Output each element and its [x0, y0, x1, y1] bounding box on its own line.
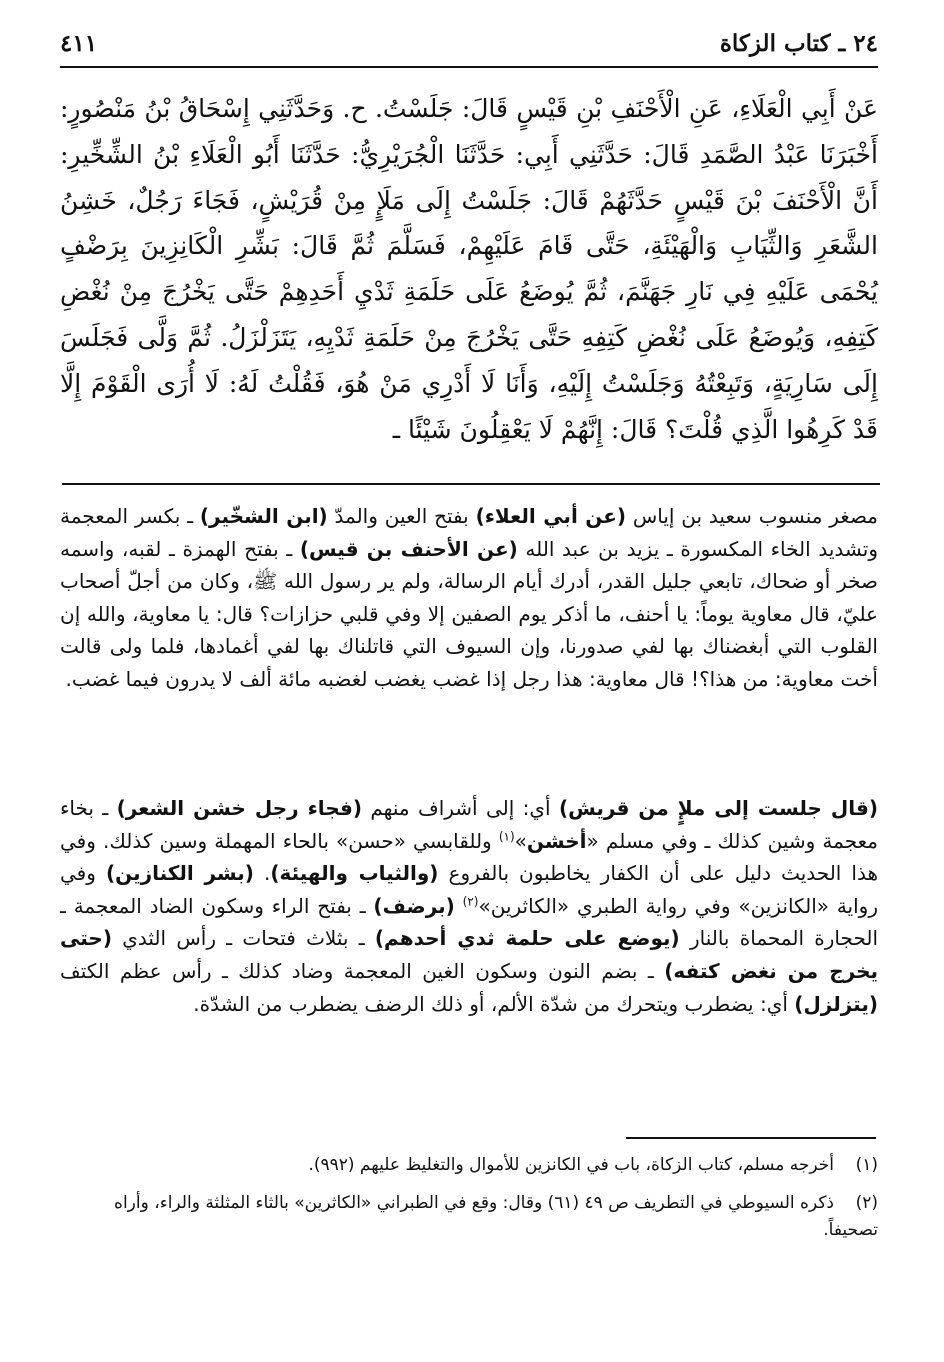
- footnote-1: [60, 1152, 878, 1179]
- commentary-text: »: [514, 828, 527, 853]
- footnote-number: (٢): [855, 1193, 878, 1213]
- page-number: ٤١١: [60, 30, 98, 57]
- commentary-text: وللقابسي «حسن» بالحاء المهملة وسين كذلك. وفي هذا الحديث دليل على أن الكفار يخاطبون بالفروع: [60, 828, 879, 886]
- hadith-text: عَنْ أَبِي الْعَلَاءِ، عَنِ الْأَحْنَفِ بْنِ قَيْسٍ قَالَ: جَلَسْتُ. ح. وَحَدَّثَنِي إِسْحَاقُ بْنُ مَنْصُورٍ: أَخْبَرَنَا عَبْدُ الصَّمَدِ قَالَ: حَدَّثَنِي أَبِي: حَدَّثَنَا الْجُرَيْرِيُّ: حَدَّثَنَا أَبُو الْعَلَاءِ بْنُ الشِّخِّيرِ: أَنَّ الْأَحْنَفَ بْنَ قَيْسٍ حَدَّثَهُمْ قَالَ: جَلَسْتُ إِلَى مَلَإٍ مِنْ قُرَيْشٍ، فَجَاءَ رَجُلٌ، خَشِنُ الشَّعَرِ وَالثِّيَابِ وَالْهَيْئَةِ، حَتَّى قَامَ عَلَيْهِمْ، فَسَلَّمَ ثُمَّ قَالَ: بَشِّرِ الْكَانِزِينَ بِرَضْفٍ يُحْمَى عَلَيْهِ فِي نَارِ جَهَنَّمَ، ثُمَّ يُوضَعُ عَلَى حَلَمَةِ ثَدْيِ أَحَدِهِمْ حَتَّى يَخْرُجَ مِنْ نُغْضِ كَتِفِهِ، وَيُوضَعُ عَلَى نُغْضِ كَتِفِهِ حَتَّى يَخْرُجَ مِنْ حَلَمَةِ ثَدْيِهِ، يَتَزَلْزَلُ. ثُمَّ وَلَّى فَجَلَسَ إِلَى سَارِيَةٍ، وَتَبِعْتُهُ وَجَلَسْتُ إِلَيْهِ، وَأَنَا لَا أَدْرِي مَنْ هُوَ، فَقُلْتُ لَهُ: لَا أُرَى الْقَوْمَ إِلَّا قَدْ كَرِهُوا الَّذِي قُلْتَ؟ قَالَ: إِنَّهُمْ لَا يَعْقِلُونَ شَيْئًا ـ: [60, 94, 878, 444]
- chapter-title: ٢٤ ـ كتاب الزكاة: [719, 30, 878, 57]
- commentary-text: ـ بثلاث فتحات ـ رأس الثدي: [111, 926, 375, 951]
- commentary-term: (يوضع على حلمة ثدي أحدهم): [374, 926, 680, 951]
- commentary-term: (برضف): [373, 893, 455, 918]
- commentary-term: (حتى يخرج من نغض كتفه): [60, 926, 879, 983]
- commentary-text: ـ بفتح الراء وسكون الضاد المعجمة ـ الحجارة المحماة بالنار: [60, 893, 878, 951]
- commentary-text: .: [253, 861, 271, 886]
- commentary-term: (يتزلزل): [794, 991, 878, 1016]
- section-divider: [62, 483, 880, 485]
- footnote-divider: [626, 1137, 876, 1139]
- commentary-term: (عن أبي العلاء): [475, 504, 627, 528]
- footnote-number: (١): [855, 1155, 878, 1175]
- commentary-text: ـ بضم النون وسكون الغين المعجمة وضاد كذلك ـ رأس عظم الكتف: [60, 958, 665, 983]
- commentary-term: (قال جلست إلى ملإٍ من قريش): [558, 796, 878, 820]
- commentary-text: بفتح العين والمدّ: [327, 504, 476, 528]
- commentary-text: مصغر منسوب سعيد بن إياس: [626, 504, 879, 528]
- commentary-term: (عن الأحنف بن قيس): [299, 536, 518, 561]
- commentary-text: أي: يضطرب ويتحرك من شدّة الألم، أو ذلك الرضف يضطرب من الشدّة.: [193, 991, 795, 1016]
- footnote-ref[interactable]: (٢): [462, 894, 479, 909]
- footnote-ref[interactable]: (١): [498, 828, 515, 843]
- commentary-paragraph-2: [60, 792, 878, 1130]
- commentary-text: أي: إلى أشراف منهم: [361, 796, 559, 820]
- commentary-term: (فجاء رجل خشن الشعر): [116, 796, 362, 820]
- commentary-paragraph-1: [60, 500, 878, 770]
- commentary-term: أخشن: [526, 828, 587, 853]
- commentary-term: (بشر الكنازين): [105, 861, 254, 886]
- commentary-text: [455, 894, 463, 918]
- footnote-text: أخرجه مسلم، كتاب الزكاة، باب في الكانزين للأموال والتغليظ عليهم (٩٩٢).: [308, 1155, 834, 1175]
- commentary-text: ـ بكسر المعجمة وتشديد الخاء المكسورة ـ يزيد بن عبد الله: [60, 504, 878, 561]
- footnote-text: ذكره السيوطي في التطريف ص ٤٩ (٦١) وقال: وقع في الطبراني «الكاثرين» بالثاء المثلثة والراء، وأراه تصحيفاً.: [114, 1193, 878, 1240]
- page-header: [60, 26, 878, 68]
- footnote-2: [60, 1190, 878, 1244]
- commentary-text: ـ بخاء معجمة وشين كذلك ـ وفي مسلم «: [60, 796, 878, 853]
- commentary-text: وفي رواية «الكانزين» وفي رواية الطبري «الكاثرين»: [60, 861, 878, 918]
- commentary-term: (والثياب والهيئة): [270, 861, 439, 886]
- commentary-text: ـ بفتح الهمزة ـ لقبه، واسمه صخر أو ضحاك، تابعي جليل القدر، أدرك أيام الرسالة، ولم ير رسول الله ﷺ، وكان من أجلّ أصحاب عليّ، قال معاوية يوماً: يا أحنف، ما أذكر يوم الصفين إلا وفي قلبي حزازات؟ قال: يا معاوية، والله إن القلوب التي أبغضناك بها لفي صدورنا، وإن السيوف التي قاتلناك بها لفي أغمادها، فلما ولى قالت أخت معاوية: من هذا؟! قال معاوية: هذا رجل إذا غضب يغضب لغضبه مائة ألف لا يدرون فيما غضب.: [60, 536, 878, 691]
- commentary-term: (ابن الشخّير): [199, 504, 328, 528]
